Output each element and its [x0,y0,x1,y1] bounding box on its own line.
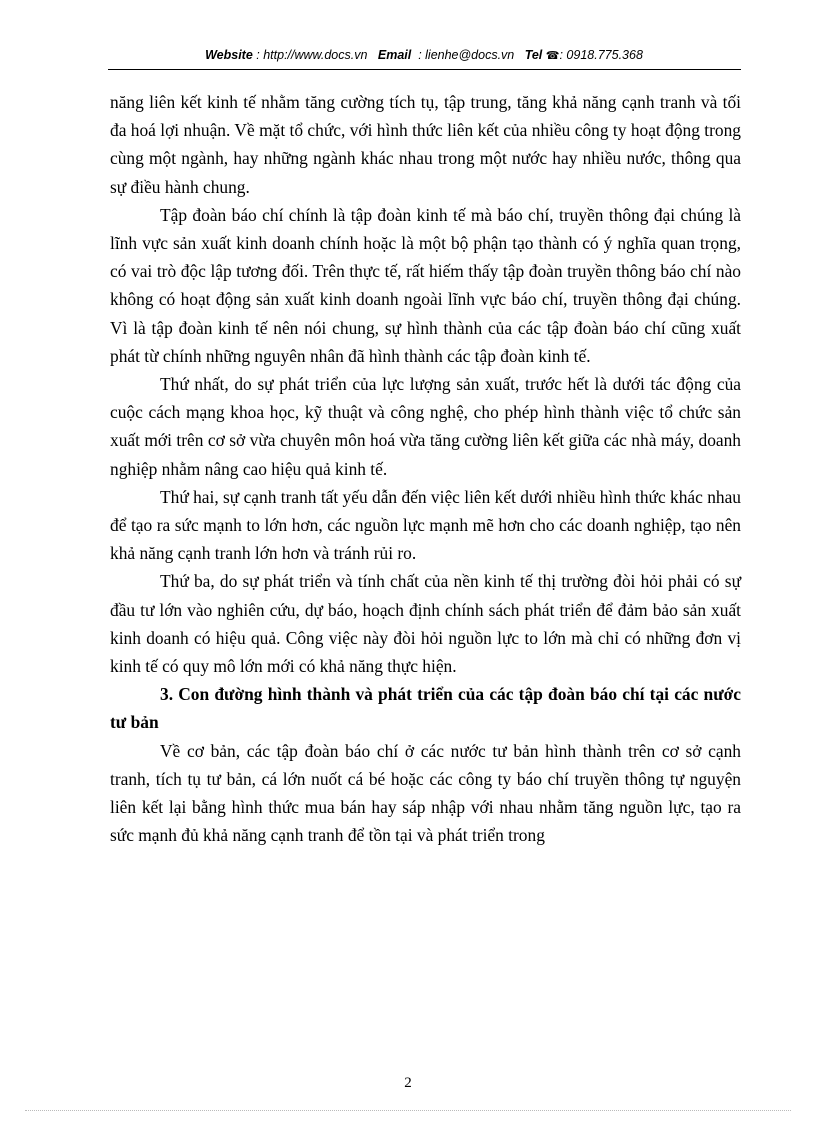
email-label: Email [377,48,412,62]
paragraph-4: Thứ hai, sự cạnh tranh tất yếu dẫn đến việc liên kết dưới nhiều hình thức khác nhau để tạo ra sức mạnh to lớn hơn, các nguồn lực mạnh mẽ hơn cho các doanh nghiệp, tạo nên khả năng cạnh tranh lớn hơn và tránh rủi ro. [110,486,742,564]
page-header [108,46,740,65]
paragraph-5: Thứ ba, do sự phát triển và tính chất của nền kinh tế thị trường đòi hỏi phải có sự đầu tư lớn vào nghiên cứu, dự báo, hoạch định chính sách phát triển để đảm bảo sản xuất kinh doanh có hiệu quả. Công việc này đòi hỏi nguồn lực to lớn mà chỉ có những đơn vị kinh tế có quy mô lớn mới có khả năng thực hiện. [110,571,741,677]
header-divider [108,69,741,70]
document-body [110,88,741,849]
paragraph-1: năng liên kết kinh tế nhằm tăng cường tích tụ, tập trung, tăng khả năng cạnh tranh và tối đa hoá lợi nhuận. Về mặt tổ chức, với hình thức liên kết của nhiều công ty hoạt động trong cùng một ngành, hay những ngành khác nhau trong một nước hay nhiều nước, thông qua sự điều hành chung. [110,92,741,197]
page-number: 2 [404,1075,412,1091]
phone-icon: ☎ [545,50,560,62]
paragraph-6: Về cơ bản, các tập đoàn báo chí ở các nước tư bản hình thành trên cơ sở cạnh tranh, tích tụ tư bản, cá lớn nuốt cá bé hoặc các công ty báo chí truyền thông tự nguyện liên kết lại bằng hình thức mua bán hay sáp nhập với nhau nhằm tăng nguồn lực, tạo ra sức mạnh đủ khả năng cạnh tranh để tồn tại và phát triển trong [110,740,741,846]
section-heading: 3. Con đường hình thành và phát triển của các tập đoàn báo chí tại các nước tư bản [110,684,741,733]
tel-value: : 0918.775.368 [559,48,643,62]
website-label: Website [205,48,253,62]
website-value: : http://www.docs.vn [256,48,368,62]
paragraph-3: Thứ nhất, do sự phát triển của lực lượng sản xuất, trước hết là dưới tác động của cuộc cách mạng khoa học, kỹ thuật và công nghệ, cho phép hình thành việc tổ chức sản xuất mới trên cơ sở vừa chuyên môn hoá vừa tăng cường liên kết giữa các nhà máy, doanh nghiệp nhằm nâng cao hiệu quả kinh tế. [110,374,741,479]
tel-label: Tel [524,48,543,62]
email-value: : lienhe@docs.vn [418,48,515,62]
page-bottom-border [25,1110,791,1111]
paragraph-2: Tập đoàn báo chí chính là tập đoàn kinh tế mà báo chí, truyền thông đại chúng là lĩnh vực sản xuất kinh doanh chính hoặc là một bộ phận tạo thành có ý nghĩa quan trọng, có vai trò độc lập tương đối. Trên thực tế, rất hiếm thấy tập đoàn truyền thông báo chí nào không có hoạt động sản xuất kinh doanh ngoài lĩnh vực báo chí, truyền thông đại chúng. Vì là tập đoàn kinh tế nên nói chung, sự hình thành của các tập đoàn báo chí cũng xuất phát từ chính những nguyên nhân đã hình thành các tập đoàn kinh tế. [110,204,741,366]
